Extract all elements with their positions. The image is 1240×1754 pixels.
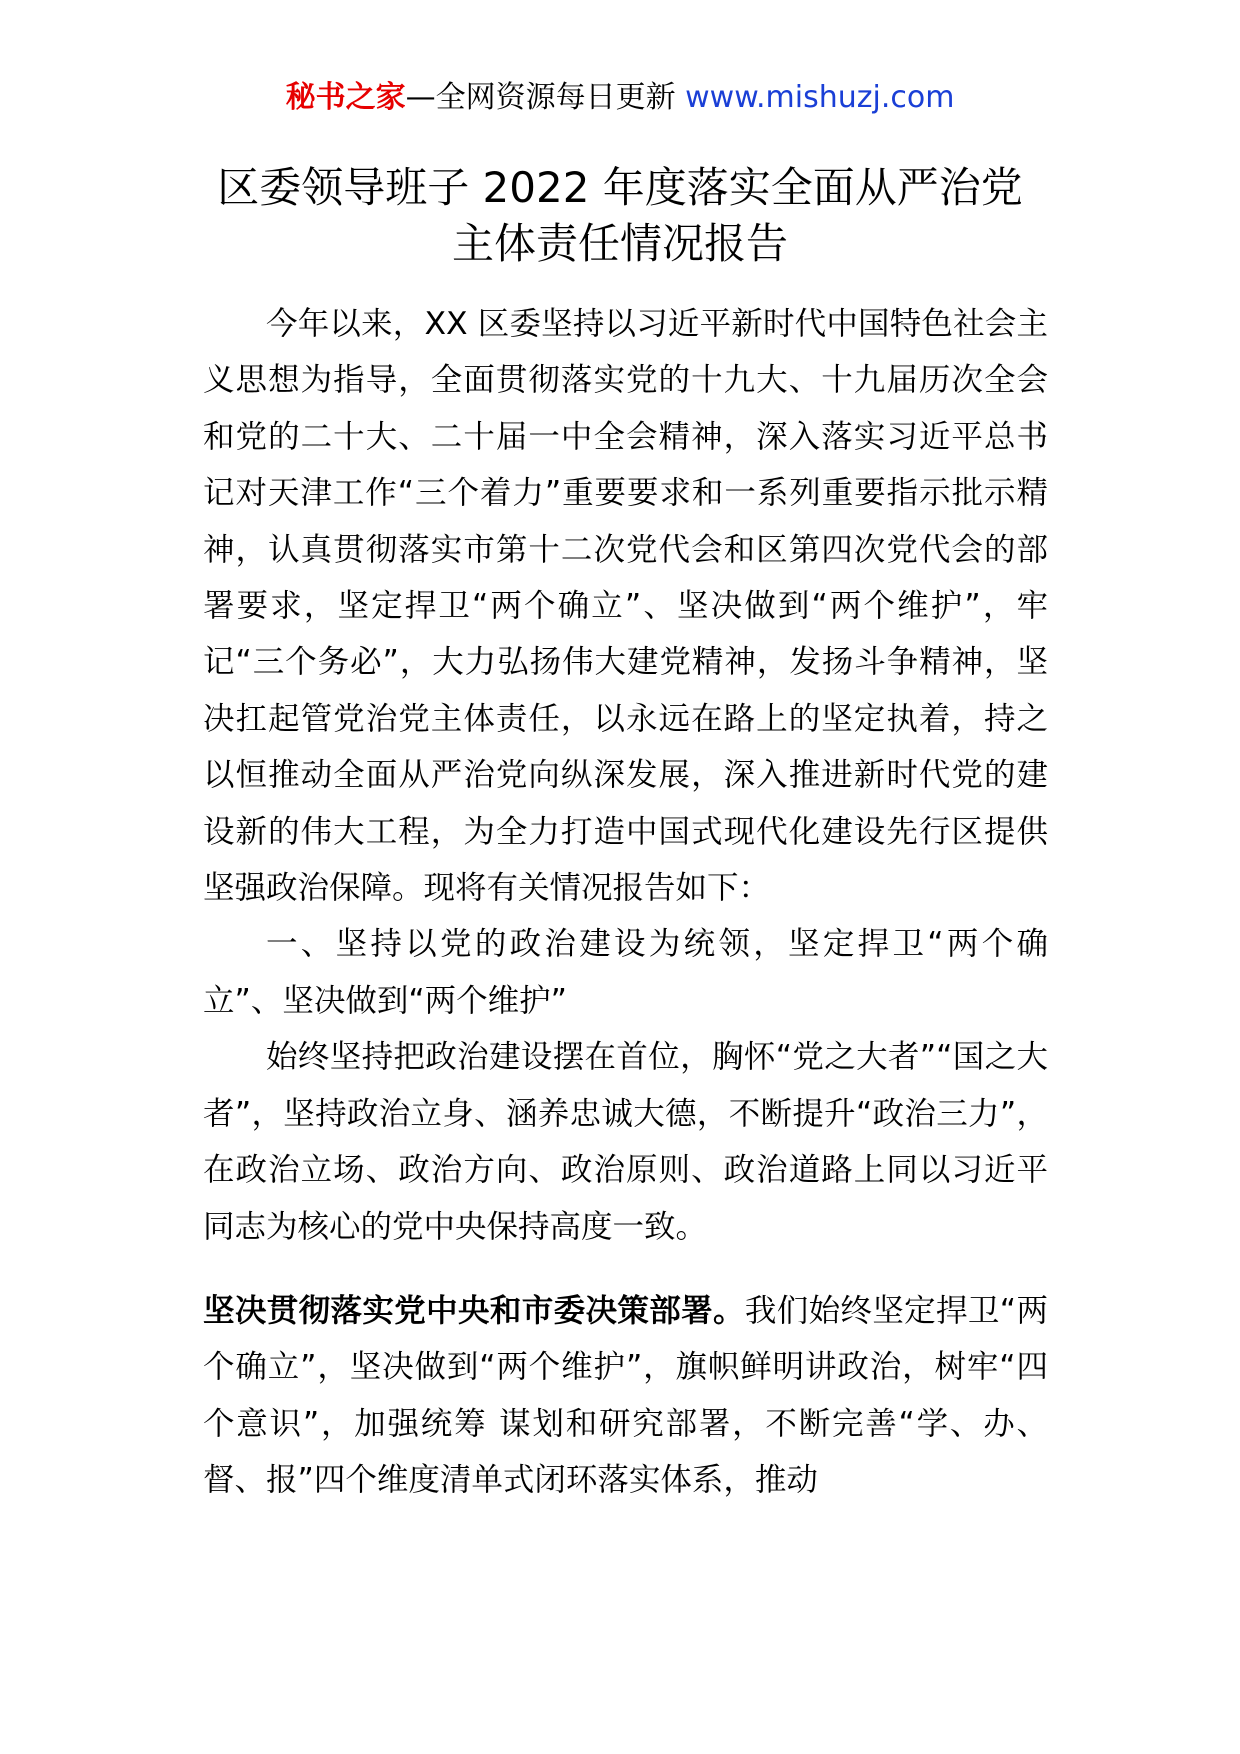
brand-name: 秘书之家 (285, 80, 406, 115)
title-line-2: 主体责任情况报告 (451, 219, 788, 268)
title-line-1: 区委领导班子 2022 年度落实全面从严治党 (217, 163, 1023, 212)
website-link[interactable]: www.mishuzj.com (685, 80, 955, 115)
section-1-heading: 一、坚持以党的政治建设为统领，坚定捍卫“两个确立”、坚决做到“两个维护” (203, 926, 1048, 1019)
subsection-1-text: 我们始终坚定捍卫“两个确立”，坚决做到“两个维护”，旗帜鲜明讲政治，树牢“四个意识”，加强统筹 谋划和研究部署，不断完善“学、办、督、报”四个维度清单式闭环落实体系，推动 (203, 1292, 1048, 1499)
intro-paragraph: 今年以来，XX 区委坚持以习近平新时代中国特色社会主义思想为指导，全面贯彻落实党的十九大、十九届历次全会和党的二十大、二十届一中全会精神，深入落实习近平总书记对天津工作“三个着力”重要要求和一系列重要指示批示精神，认真贯彻落实市第十二次党代会和区第四次党代会的部署要求，坚定捍卫“两个确立”、坚决做到“两个维护”，牢记“三个务必”，大力弘扬伟大建党精神，发扬斗争精神，坚决扛起管党治党主体责任，以永远在路上的坚定执着，持之以恒推动全面从严治党向纵深发展，深入推进新时代党的建设新的伟大工程，为全力打造中国式现代化建设先行区提供坚强政治保障。现将有关情况报告如下： (203, 306, 1048, 907)
subsection-1-paragraph (203, 1283, 1048, 1509)
document-body (203, 296, 1048, 1509)
subsection-1-lead: 坚决贯彻落实党中央和市委决策部署。 (203, 1292, 745, 1329)
section-1-paragraph: 始终坚持把政治建设摆在首位，胸怀“党之大者”“国之大者”，坚持政治立身、涵养忠诚大德，不断提升“政治三力”，在政治立场、政治方向、政治原则、政治道路上同以习近平同志为核心的党中央保持高度一致。 (203, 1039, 1048, 1245)
header-tagline: —全网资源每日更新 (405, 80, 686, 115)
document-title (180, 160, 1060, 272)
site-header (0, 78, 1240, 118)
